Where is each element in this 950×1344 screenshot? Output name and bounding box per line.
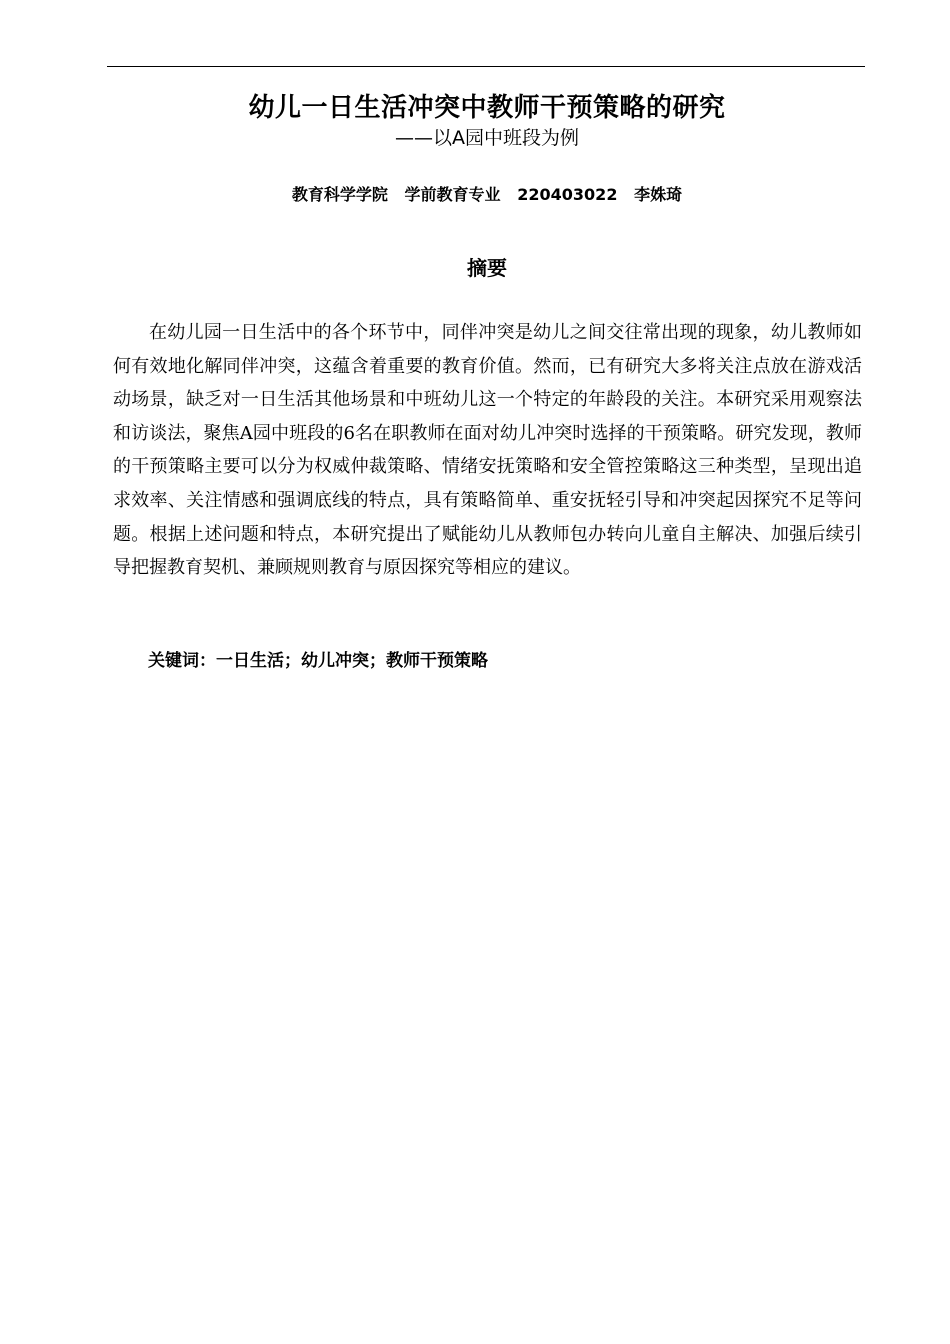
paper-title: 幼儿一日生活冲突中教师干预策略的研究 bbox=[248, 93, 726, 123]
header-rule bbox=[107, 66, 865, 67]
abstract-heading: 摘要 bbox=[467, 256, 507, 280]
paper-subtitle: ——以A园中班段为例 bbox=[395, 127, 579, 149]
author-info: 教育科学学院 学前教育专业 220403022 李姝琦 bbox=[291, 185, 683, 204]
abstract-paragraph: 在幼儿园一日生活中的各个环节中，同伴冲突是幼儿之间交往常出现的现象，幼儿教师如何有效地化解同伴冲突，这蕴含着重要的教育价值。然而，已有研究大多将关注点放在游戏活动场景，缺乏对一日生活其他场景和中班幼儿这一个特定的年龄段的关注。本研究采用观察法和访谈法，聚焦A园中班段的6名在职教师在面对幼儿冲突时选择的干预策略。研究发现，教师的干预策略主要可以分为权威仲裁策略、情绪安抚策略和安全管控策略这三种类型，呈现出追求效率、关注情感和强调底线的特点，具有策略简单、重安抚轻引导和冲突起因探究不足等问题。根据上述问题和特点，本研究提出了赋能幼儿从教师包办转向儿童自主解决、加强后续引导把握教育契机、兼顾规则教育与原因探究等相应的建议。 bbox=[113, 322, 862, 579]
keywords-line: 关键词：一日生活；幼儿冲突；教师干预策略 bbox=[148, 651, 488, 671]
